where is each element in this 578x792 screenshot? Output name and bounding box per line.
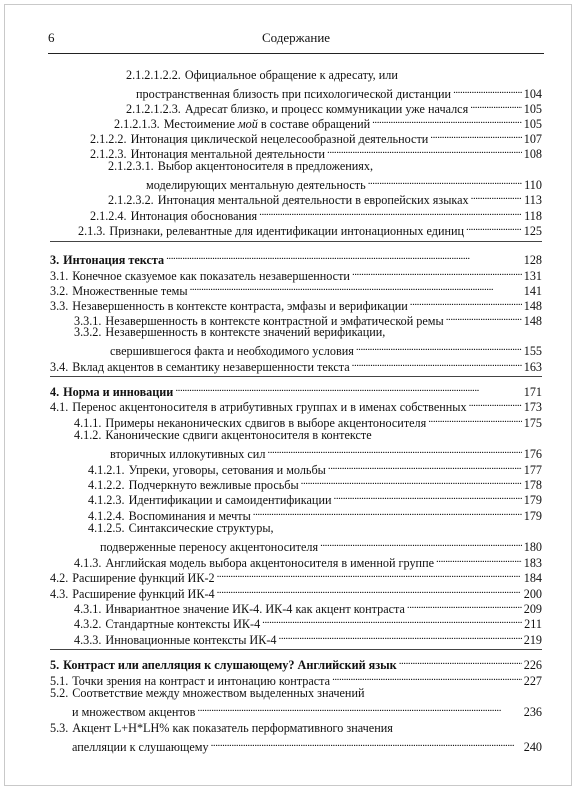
toc-entry[interactable]: 4.1.2.1. Упреки, уговоры, сетования и мольбы . . . 177 — [50, 459, 542, 474]
page-ref: 180 — [523, 540, 542, 554]
toc-entry-line1: 2.1.2.3.1. Выбор акцентоносителя в предложениях, — [108, 159, 374, 173]
page-ref: 200 — [523, 587, 542, 601]
toc-entry-line1: 5.2. Соответствие между множеством выделенных значений — [50, 686, 365, 700]
toc-entry[interactable]: моделирующих ментальную деятельность . . . 110 — [50, 174, 542, 189]
toc-entry[interactable]: 3.1. Конечное сказуемое как показатель незавершенности . . . 131 — [50, 265, 542, 280]
toc-entry-line1: 2.1.2.1.2.2. Официальное обращение к адресату, или — [126, 68, 398, 82]
toc-entry[interactable]: 4.1.2.3. Идентификации и самоидентификации . . . 179 — [50, 489, 542, 504]
toc-chapter-entry[interactable]: 5. Контраст или апелляция к слушающему? Английский язык . . . 226 — [50, 654, 542, 669]
page-ref: 211 — [524, 617, 542, 631]
toc-entry[interactable]: 4.1.2.2. Подчеркнуто вежливые просьбы . . . 178 — [50, 474, 542, 489]
toc-entry[interactable]: 3.2. Множественные темы . . . 141 — [50, 280, 542, 295]
page-ref: 107 — [523, 132, 542, 146]
section-divider — [50, 649, 542, 650]
page-header — [48, 28, 544, 50]
page-ref: 177 — [523, 463, 542, 477]
toc-entry[interactable]: 5.1. Точки зрения на контраст и интонацию контраста . . . 227 — [50, 670, 542, 685]
toc-entry[interactable]: свершившегося факта и необходимого условия . . . 155 — [50, 340, 542, 355]
toc-entry-line1: 4.1.2. Канонические сдвиги акцентоносителя в контексте — [74, 428, 372, 442]
page-ref: 141 — [523, 284, 542, 298]
section-divider — [50, 241, 542, 242]
toc-entry[interactable]: пространственная близость при психологической дистанции . . . 104 — [50, 83, 542, 98]
toc-entry-line1: 4.1.2.5. Синтаксические структуры, — [88, 521, 274, 535]
page-ref: 184 — [523, 571, 542, 585]
toc-chapter-entry[interactable]: 3. Интонация текста . . . 128 — [50, 249, 542, 264]
toc-entry[interactable]: 3.3.1. Незавершенность в контексте контрастной и эмфатической ремы . . . 148 — [50, 310, 542, 325]
toc-entry[interactable]: 3.3. Незавершенность в контексте контраста, эмфазы и верификации . . . 148 — [50, 295, 542, 310]
page-ref: 226 — [523, 658, 542, 672]
page-ref: 183 — [523, 556, 542, 570]
page-ref: 173 — [523, 400, 542, 414]
toc-chapter-entry[interactable]: 4. Норма и инновации . . . 171 — [50, 381, 542, 396]
toc-entry[interactable]: 4.1. Перенос акцентоносителя в атрибутивных группах и в именах собственных . . . 173 — [50, 396, 542, 411]
page-ref: 178 — [523, 478, 542, 492]
page-ref: 105 — [523, 102, 542, 116]
toc-entry[interactable]: 4.1.2.4. Воспоминания и мечты . . . 179 — [50, 505, 542, 520]
toc-entry[interactable]: 2.1.3. Признаки, релевантные для идентификации интонационных единиц . . . 125 — [50, 220, 542, 235]
toc-entry[interactable]: подверженные переносу акцентоносителя . . . 180 — [50, 536, 542, 551]
section-divider — [50, 376, 542, 377]
toc-entry[interactable]: 4.1.3. Английская модель выбора акцентоносителя в именной группе . . . 183 — [50, 552, 542, 567]
running-title: Содержание — [261, 30, 331, 45]
page-ref: 128 — [523, 253, 542, 267]
toc-entry[interactable]: 4.2. Расширение функций ИК-2 . . . 184 — [50, 567, 542, 582]
page-ref: 209 — [523, 602, 542, 616]
page-ref: 175 — [523, 416, 542, 430]
toc-entry[interactable]: 4.3.2. Стандартные контексты ИК-4 . . . 211 — [50, 613, 542, 628]
page-ref: 163 — [523, 360, 542, 374]
toc-entry-line1: 5.3. Акцент L+H*LH% как показатель перформативного значения — [50, 721, 393, 735]
page-ref: 131 — [523, 269, 542, 283]
toc-entry[interactable]: и множеством акцентов . . . 236 — [50, 701, 542, 716]
toc-entry[interactable]: 2.1.2.1.3. Местоимение мой в составе обращений . . . 105 — [50, 113, 542, 128]
page-ref: 110 — [524, 178, 542, 192]
toc-entry[interactable]: вторичных иллокутивных сил . . . 176 — [50, 443, 542, 458]
page-ref: 240 — [523, 740, 542, 754]
toc-entry[interactable]: 4.3.1. Инвариантное значение ИК-4. ИК-4 как акцент контраста . . . 209 — [50, 598, 542, 613]
page-ref: 219 — [523, 633, 542, 647]
toc-entry[interactable]: апелляции к слушающему . . . 240 — [50, 736, 542, 751]
page-ref: 179 — [523, 509, 542, 523]
toc-entry[interactable]: 2.1.2.3.2. Интонация ментальной деятельности в европейских языках . . . 113 — [50, 189, 542, 204]
toc-entry[interactable]: 2.1.2.1.2.3. Адресат близко, и процесс коммуникации уже начался . . . 105 — [50, 98, 542, 113]
page-ref: 148 — [523, 299, 542, 313]
page-ref: 118 — [524, 209, 542, 223]
page-ref: 104 — [523, 87, 542, 101]
toc-entry[interactable]: 4.1.1. Примеры неканонических сдвигов в выборе акцентоносителя . . . 175 — [50, 412, 542, 427]
page-number: 6 — [48, 30, 55, 45]
page-ref: 236 — [523, 705, 542, 719]
page-ref: 155 — [523, 344, 542, 358]
page-ref: 176 — [523, 447, 542, 461]
toc-entry[interactable]: 2.1.2.4. Интонация обоснования . . . 118 — [50, 205, 542, 220]
toc-entry[interactable]: 4.3. Расширение функций ИК-4 . . . 200 — [50, 583, 542, 598]
page-ref: 113 — [524, 193, 542, 207]
page-ref: 108 — [523, 147, 542, 161]
toc-entry[interactable]: 3.4. Вклад акцентов в семантику незавершенности текста . . . 163 — [50, 356, 542, 371]
header-rule — [48, 53, 544, 54]
page-ref: 179 — [523, 493, 542, 507]
page-ref: 105 — [523, 117, 542, 131]
toc-entry[interactable]: 4.3.3. Инновационные контексты ИК-4 . . . 219 — [50, 629, 542, 644]
toc-entry[interactable]: 2.1.2.2. Интонация циклической нецелесообразной деятельности . . . 107 — [50, 128, 542, 143]
page-ref: 227 — [523, 674, 542, 688]
toc-entry-line1: 3.3.2. Незавершенность в контексте значений верификации, — [74, 325, 386, 339]
toc-entry[interactable]: 2.1.2.3. Интонация ментальной деятельности . . . 108 — [50, 143, 542, 158]
page-ref: 171 — [523, 385, 542, 399]
page-ref: 148 — [523, 314, 542, 328]
page-ref: 125 — [523, 224, 542, 238]
